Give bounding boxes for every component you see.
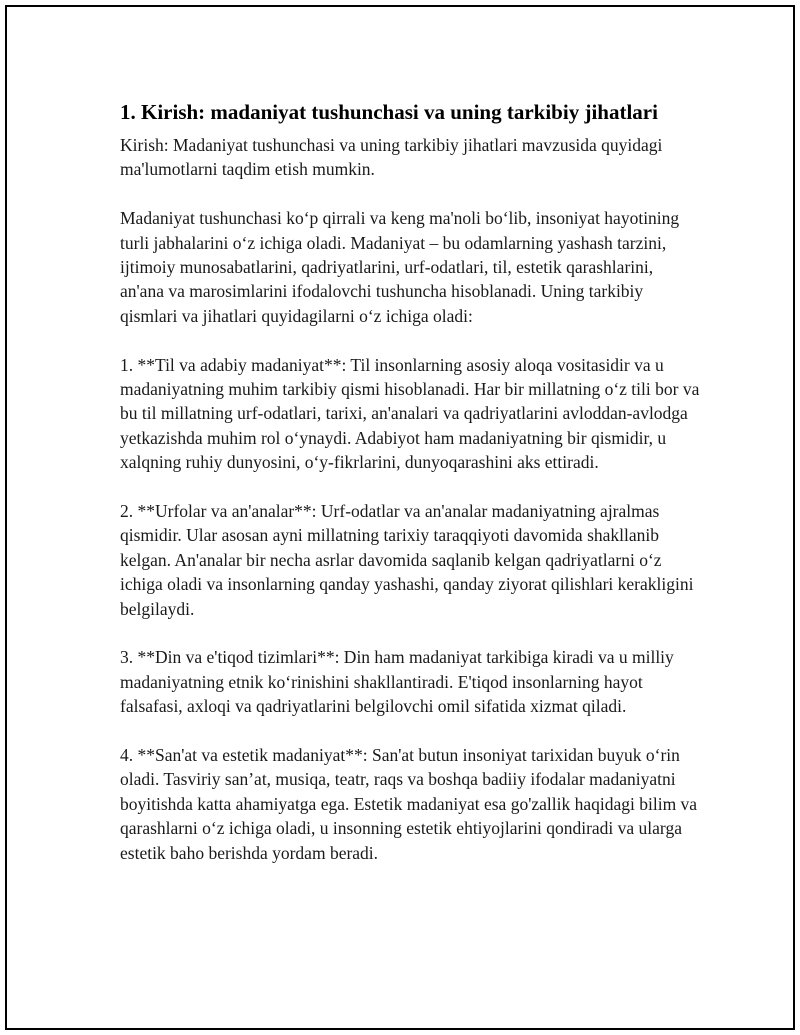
document-title: 1. Kirish: madaniyat tushunchasi va uning tarkibiy jihatlari [120,100,658,124]
document-body [120,97,700,890]
document-page [5,5,795,1030]
definition-paragraph: Madaniyat tushunchasi koʻp qirrali va keng ma'noli boʻlib, insoniyat hayotining turli jabhalarini oʻz ichiga oladi. Madaniyat – bu odamlarning yashash tarzini, ijtimoiy munosabatlarini, qadriyatlarini, urf-odatlari, til, estetik qarashlarini, an'ana va marosimlarini ifodalovchi tushuncha hisoblanadi. Uning tarkibiy qismlari va jihatlari quyidagilarni oʻz ichiga oladi: [120,208,680,326]
list-item-language: 1. **Til va adabiy madaniyat**: Til insonlarning asosiy aloqa vositasidir va u madaniyatning muhim tarkibiy qismi hisoblanadi. Har bir millatning oʻz tili bor va bu til millatning urf-odatlari, tarixi, an'analari va qadriyatlarini avloddan-avlodga yetkazishda muhim rol oʻynaydi. Adabiyot ham madaniyatning bir qismidir, u xalqning ruhiy dunyosini, oʻy-fikrlarini, dunyoqarashini aks ettiradi. [120,354,700,473]
list-item-traditions: 2. **Urfolar va an'analar**: Urf-odatlar va an'analar madaniyatning ajralmas qismidir. Ular asosan ayni millatning tarixiy taraqqiyoti davomida shakllanib kelgan. An'analar bir necha asrlar davomida saqlanib kelgan qadriyatlarni oʻz ichiga oladi va insonlarning qanday yashashi, qanday ziyorat qilishlari kerakligini belgilaydi. [120,501,694,619]
intro-paragraph: Kirish: Madaniyat tushunchasi va uning tarkibiy jihatlari mavzusida quyidagi ma'lumotlarni taqdim etish mumkin. [120,135,663,180]
list-item-religion: 3. **Din va e'tiqod tizimlari**: Din ham madaniyat tarkibiga kiradi va u milliy madaniyatning etnik koʻrinishini shakllantiradi. E'tiqod insonlarning hayot falsafasi, axloqi va qadriyatlarini belgilovchi omil sifatida xizmat qiladi. [120,647,674,717]
list-item-art: 4. **San'at va estetik madaniyat**: San'at butun insoniyat tarixidan buyuk oʻrin oladi. Tasviriy san’at, musiqa, teatr, raqs va boshqa badiiy ifodalar madaniyatni boyitishda katta ahamiyatga ega. Estetik madaniyat esa go'zallik haqidagi bilim va qarashlarni oʻz ichiga oladi, u insonning estetik ehtiyojlarini qondiradi va ularga estetik baho berishda yordam beradi. [120,745,698,863]
